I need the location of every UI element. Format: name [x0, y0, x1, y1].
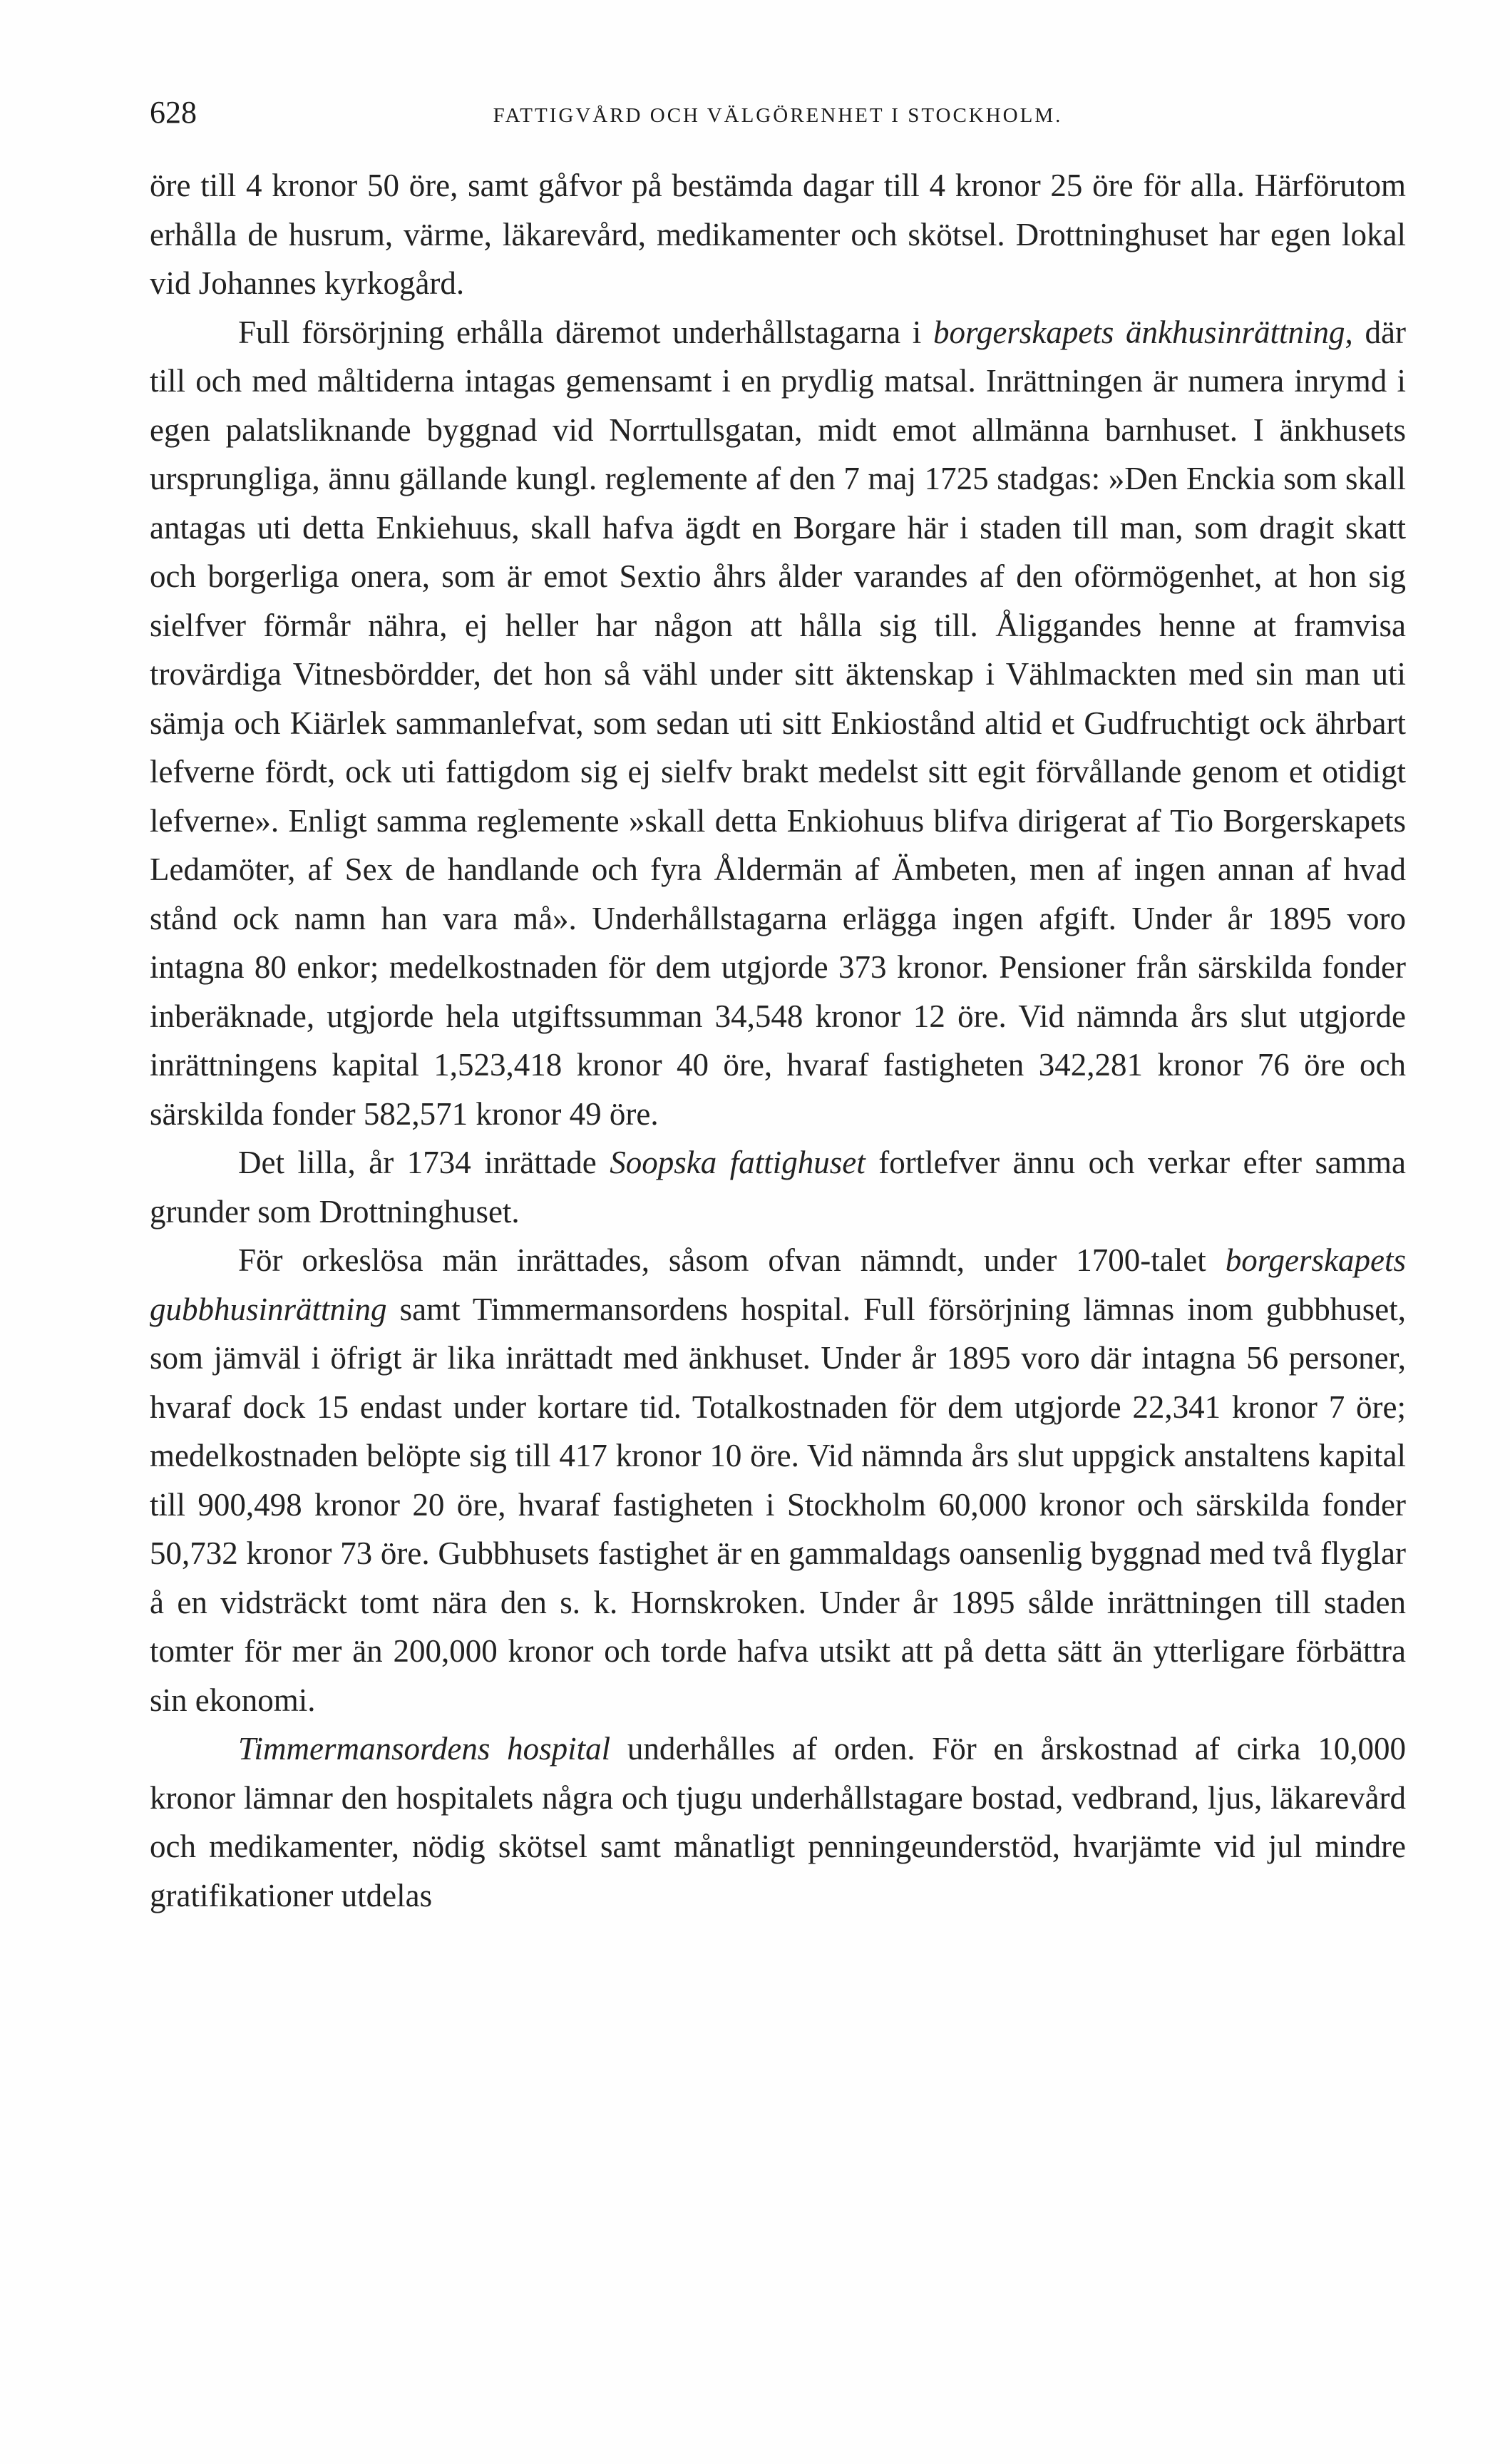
- paragraph-1-text: öre till 4 kronor 50 öre, samt gåfvor på bestämda dagar till 4 kronor 25 öre för alla. Härförutom erhålla de husrum, värme, läkarevård, medikamenter och skötsel. Drottninghuset har egen lokal vid Johannes kyrkogård.: [150, 168, 1406, 301]
- page-number: 628: [150, 95, 197, 130]
- paragraph-5-text-b: underhålles af orden. För en årskostnad af cirka 10,000 kronor lämnar den hospitalets några och tjugu underhållstagare bostad, vedbrand, ljus, läkarevård och medikamenter, nödig skötsel samt månatligt penningeunderstöd, hvarjämte vid jul mindre gratifikationer utdelas: [150, 1731, 1406, 1913]
- paragraph-2-emphasis: borgerskapets änkhusinrättning,: [933, 314, 1353, 350]
- paragraph-4-text-a: För orkeslösa män inrättades, såsom ofvan nämndt, under 1700-talet: [238, 1242, 1226, 1278]
- paragraph-2-text-a: Full försörjning erhålla däremot underhållstagarna i: [238, 314, 934, 350]
- page-header: [150, 91, 1406, 134]
- paragraph-4-emphasis: borgerskapets gubbhusinrättning: [150, 1242, 1406, 1327]
- paragraph-1: [150, 161, 1406, 308]
- paragraph-3-text-a: Det lilla, år 1734 inrättade: [238, 1145, 610, 1180]
- paragraph-2: [150, 308, 1406, 1139]
- body-text: [150, 161, 1406, 1920]
- paragraph-3: [150, 1138, 1406, 1236]
- paragraph-5-emphasis: Timmermansordens hospital: [238, 1731, 611, 1767]
- paragraph-2-text-b: där till och med måltiderna intagas gemensamt i en prydlig matsal. Inrättningen är numera inrymd i egen palatsliknande byggnad vid Norrtullsgatan, midt emot allmänna barnhuset. I änkhusets ursprungliga, ännu gällande kungl. reglemente af den 7 maj 1725 stadgas: »Den Enckia som skall antagas uti detta Enkiehuus, skall hafva ägdt en Borgare här i staden till man, som dragit skatt och borgerliga onera, som är emot Sextio åhrs ålder varandes af den oförmögenhet, at hon sig sielfver förmår nähra, ej heller har någon att hålla sig till. Åliggandes henne at framvisa trovärdiga Vitnesbördder, det hon så vähl under sitt äktenskap i Vählmackten med sin man uti sämja och Kiärlek sammanlefvat, som sedan uti sitt Enkiostånd altid et Gudfruchtigt ock ährbart lefverne fördt, ock uti fattigdom sig ej sielfv brakt medelst sitt egit förvållande genom et otidigt lefverne». Enligt samma reglemente »skall detta Enkiohuus blifva dirigerat af Tio Borgerskapets Ledamöter, af Sex de handlande och fyra Åldermän af Ämbeten, men af ingen annan af hvad stånd ock namn han vara må». Underhållstagarna erlägga ingen afgift. Under år 1895 voro intagna 80 enkor; medelkostnaden för dem utgjorde 373 kronor. Pensioner från särskilda fonder inberäknade, utgjorde hela utgiftssumman 34,548 kronor 12 öre. Vid nämnda års slut utgjorde inrättningens kapital 1,523,418 kronor 40 öre, hvaraf fastigheten 342,281 kronor 76 öre och särskilda fonder 582,571 kronor 49 öre.: [150, 314, 1406, 1132]
- paragraph-5: [150, 1724, 1406, 1920]
- paragraph-4-text-b: samt Timmermansordens hospital. Full försörjning lämnas inom gubbhuset, som jämväl i öfrigt är lika inrättadt med änkhuset. Under år 1895 voro där intagna 56 personer, hvaraf dock 15 endast under kortare tid. Totalkostnaden för dem utgjorde 22,341 kronor 7 öre; medelkostnaden belöpte sig till 417 kronor 10 öre. Vid nämnda års slut uppgick anstaltens kapital till 900,498 kronor 20 öre, hvaraf fastigheten i Stockholm 60,000 kronor och särskilda fonder 50,732 kronor 73 öre. Gubbhusets fastighet är en gammaldags oansenlig byggnad med två flyglar å en vidsträckt tomt nära den s. k. Hornskroken. Under år 1895 sålde inrättningen till staden tomter för mer än 200,000 kronor och torde hafva utsikt att på detta sätt än ytterligare förbättra sin ekonomi.: [150, 1291, 1406, 1718]
- paragraph-3-emphasis: Soopska fattighuset: [610, 1145, 866, 1180]
- paragraph-3-text-b: fortlefver ännu och verkar efter samma grunder som Drottninghuset.: [150, 1145, 1407, 1230]
- paragraph-4: [150, 1236, 1406, 1724]
- running-title: FATTIGVÅRD OCH VÄLGÖRENHET I STOCKHOLM.: [493, 104, 1063, 127]
